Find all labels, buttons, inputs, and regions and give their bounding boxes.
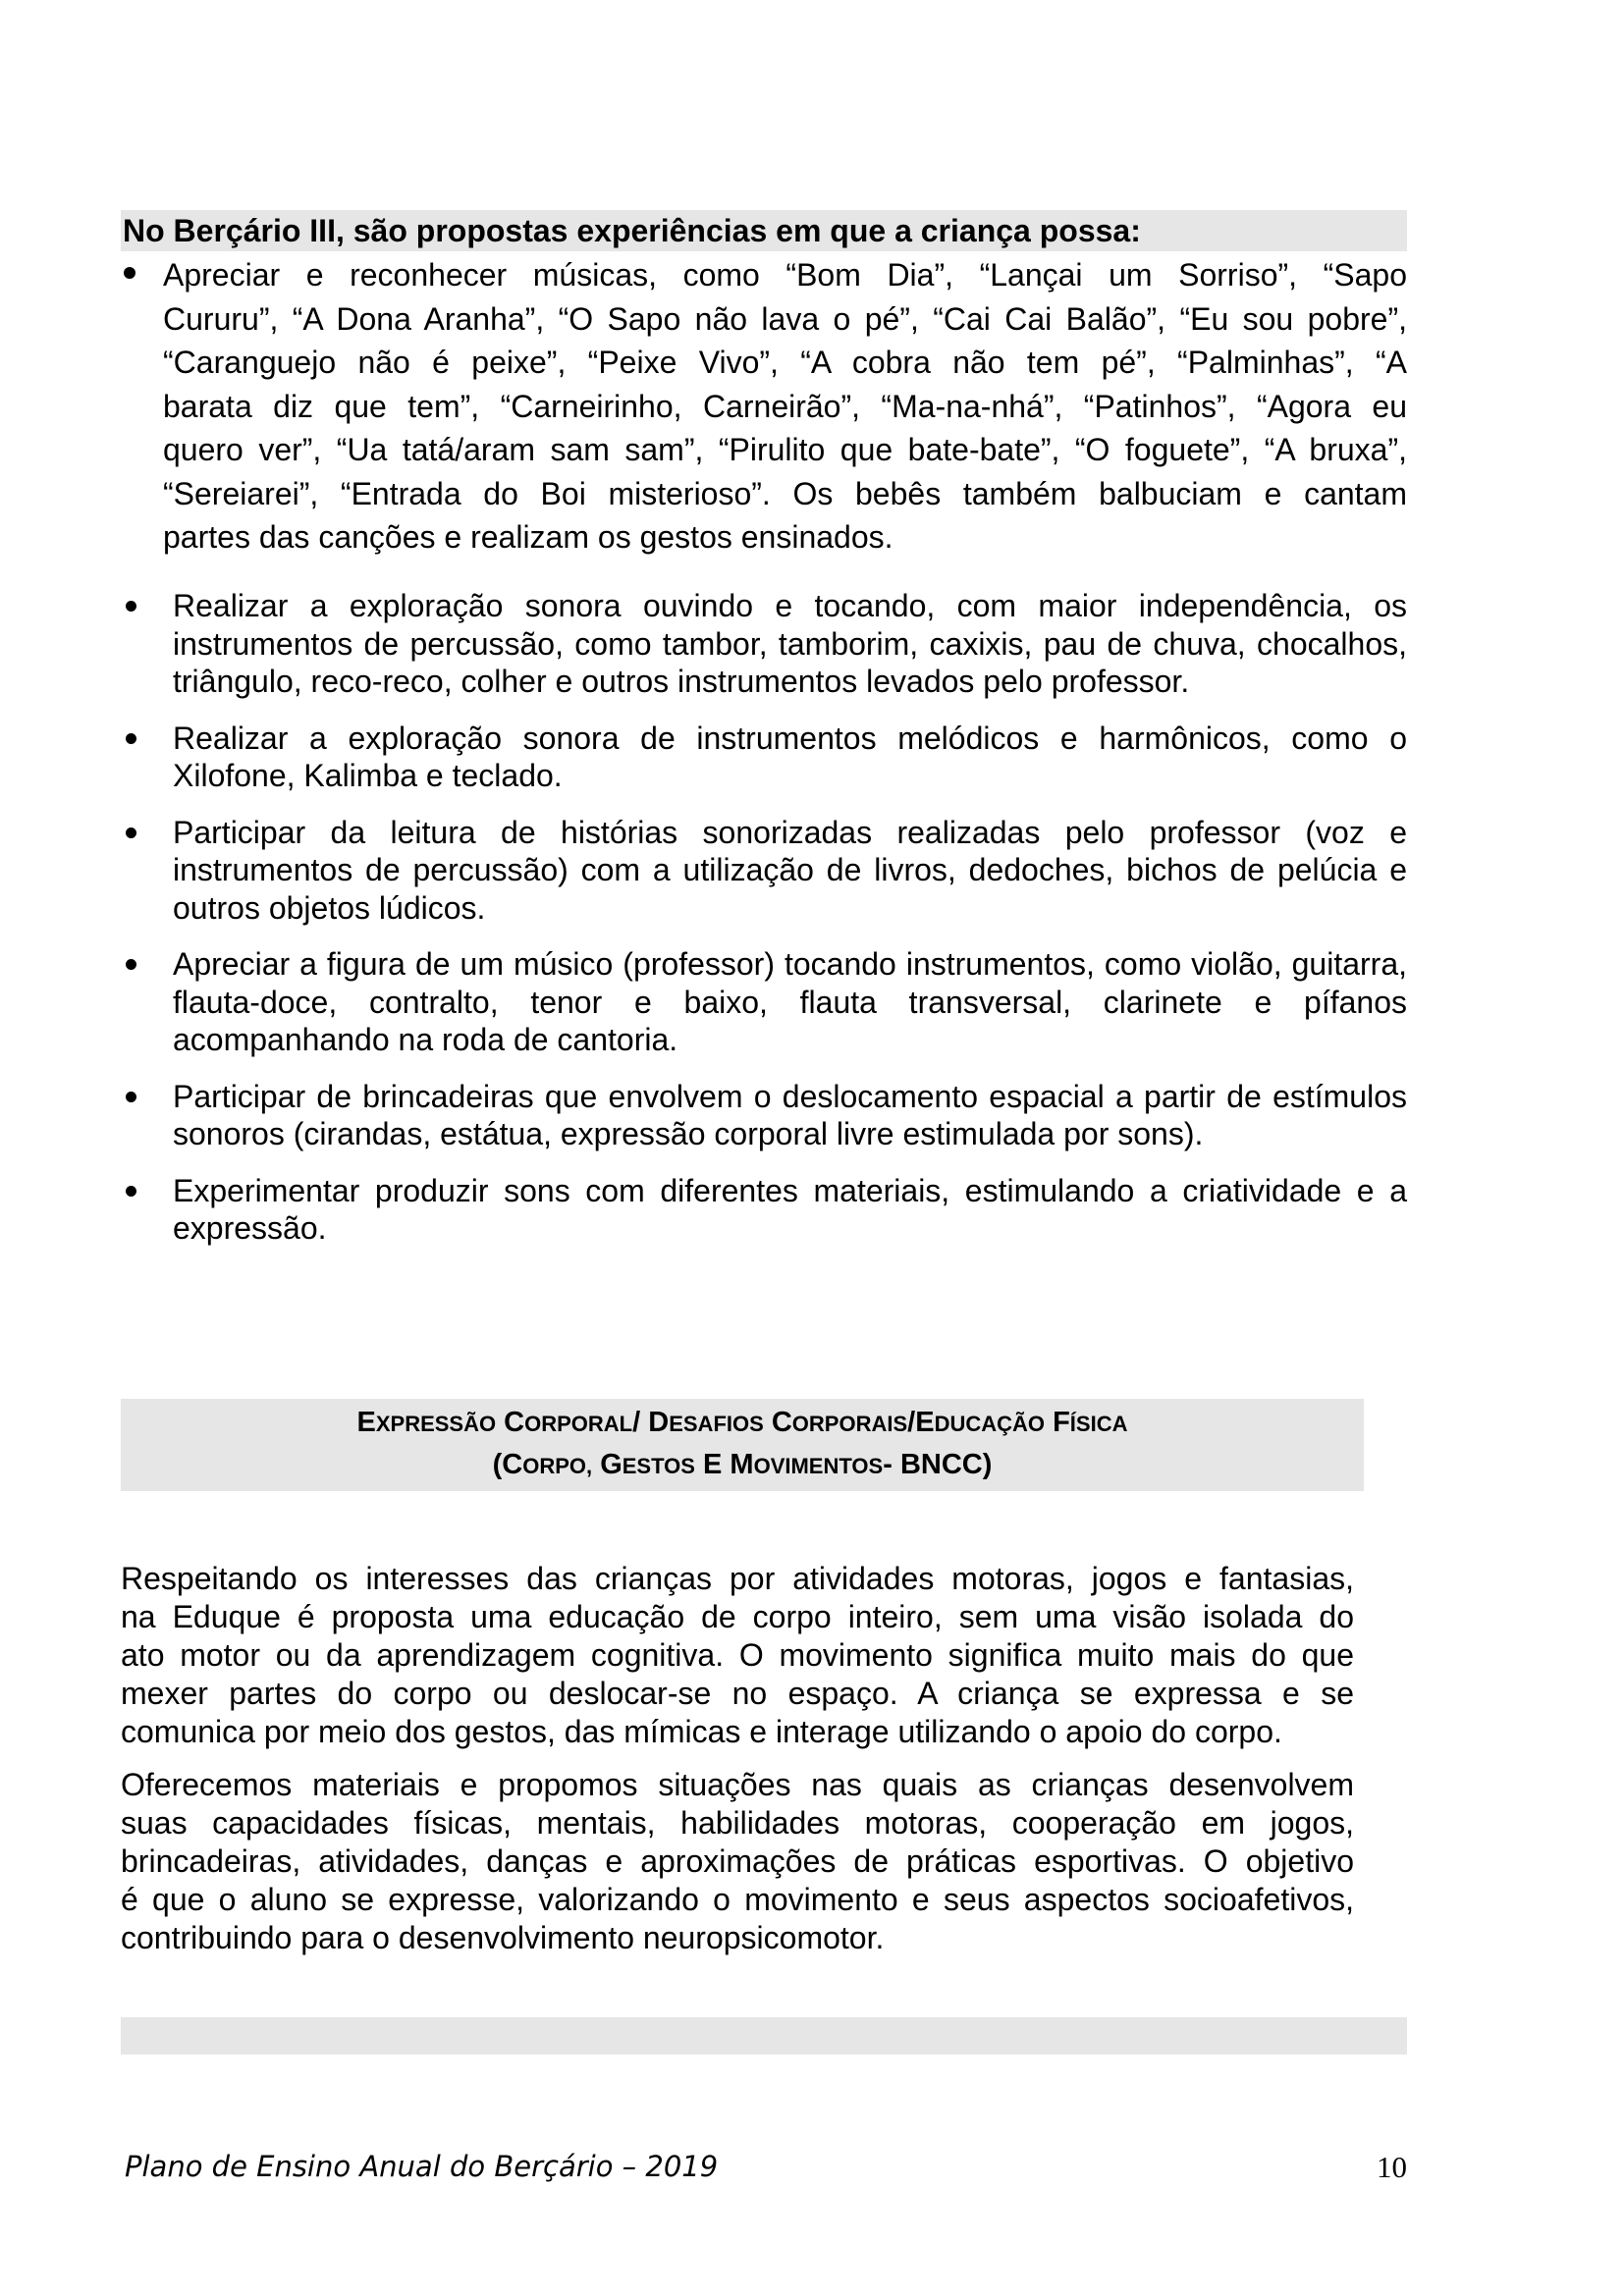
text-line: partes das canções e realizam os gestos ensinados. (163, 519, 893, 555)
text-line: “Caranguejo não é peixe”, “Peixe Vivo”, “A cobra não tem pé”, “Palminhas”, “A (163, 345, 1407, 380)
intro-heading: No Berçário III, são propostas experiências em que a criança possa: (121, 210, 1407, 251)
text-line: Apreciar e reconhecer músicas, como “Bom Dia”, “Lançai um Sorriso”, “Sapo (163, 257, 1407, 293)
text-line: na Eduque é proposta uma educação de corpo inteiro, sem uma visão isolada do (121, 1599, 1354, 1634)
bullet-icon (124, 267, 135, 279)
list-item-text: Participar de brincadeiras que envolvem o deslocamento espacial a partir de estímulos sonoros (cirandas, estátua, expressão corporal livre estimulada por sons). (173, 1078, 1407, 1151)
bullet-icon (126, 733, 136, 744)
section-body (121, 1560, 1354, 1972)
text-line: é que o aluno se expresse, valorizando o movimento e seus aspectos socioafetivos, (121, 1882, 1354, 1917)
list-item-text: Participar da leitura de histórias sonorizadas realizadas pelo professor (voz e instrumentos de percussão) com a utilização de livros, dedoches, bichos de pelúcia e outros objetos lúdicos. (173, 814, 1407, 926)
empty-shaded-bar (121, 2017, 1407, 2055)
text-line: brincadeiras, atividades, danças e aproximações de práticas esportivas. O objetivo (121, 1843, 1354, 1879)
page-number: 10 (1377, 2150, 1407, 2184)
list-item (121, 587, 1407, 701)
list-item (121, 720, 1407, 795)
text-line: “Sereiarei”, “Entrada do Boi misterioso”. Os bebês também balbuciam e cantam (163, 475, 1407, 511)
text-line: quero ver”, “Ua tatá/aram sam sam”, “Pirulito que bate-bate”, “O foguete”, “A bruxa”, (163, 432, 1407, 467)
bullet-icon (126, 959, 136, 970)
bullet-icon (126, 601, 136, 612)
section-title-line-1: EXPRESSÃO CORPORAL/ DESAFIOS CORPORAIS/EDUCAÇÃO FÍSICA (356, 1407, 1128, 1438)
text-line: Oferecemos materiais e propomos situações nas quais as crianças desenvolvem (121, 1767, 1354, 1802)
text-line: barata diz que tem”, “Carneirinho, Carneirão”, “Ma-na-nhá”, “Patinhos”, “Agora eu (163, 388, 1407, 424)
text-line: Respeitando os interesses das crianças por atividades motoras, jogos e fantasias, (121, 1561, 1354, 1596)
list-item-text: Realizar a exploração sonora de instrumentos melódicos e harmônicos, como o Xilofone, Kalimba e teclado. (173, 720, 1407, 793)
bullet-text (163, 253, 1407, 560)
bullet-item-songs (121, 253, 1407, 560)
footer-title: Plano de Ensino Anual do Berçário – 2019 (125, 2150, 719, 2183)
section-heading-box (121, 1399, 1364, 1491)
list-item (121, 1078, 1407, 1153)
list-item (121, 1172, 1407, 1248)
bullet-icon (126, 828, 136, 838)
text-line: contribuindo para o desenvolvimento neuropsicomotor. (121, 1920, 885, 1955)
list-item (121, 945, 1407, 1059)
text-line: suas capacidades físicas, mentais, habilidades motoras, cooperação em jogos, (121, 1805, 1354, 1841)
paragraph (121, 1560, 1354, 1751)
bullet-icon (126, 1186, 136, 1197)
text-line: ato motor ou da aprendizagem cognitiva. O movimento significa muito mais do que (121, 1637, 1354, 1673)
list-item-text: Experimentar produzir sons com diferentes materiais, estimulando a criatividade e a expressão. (173, 1172, 1407, 1246)
text-line: Cururu”, “A Dona Aranha”, “O Sapo não lava o pé”, “Cai Cai Balão”, “Eu sou pobre”, (163, 300, 1407, 337)
bullet-icon (126, 1092, 136, 1102)
list-item-text: Apreciar a figura de um músico (professor) tocando instrumentos, como violão, guitarra, flauta-doce, contralto, tenor e baixo, flauta transversal, clarinete e pífanos acompanhando na roda de cantoria. (173, 946, 1407, 1057)
list-item (121, 814, 1407, 928)
section-title-line-2: (CORPO, GESTOS E MOVIMENTOS- BNCC) (492, 1449, 993, 1480)
paragraph (121, 1766, 1354, 1957)
text-line: comunica por meio dos gestos, das mímicas e interage utilizando o apoio do corpo. (121, 1714, 1282, 1749)
list-item-text: Realizar a exploração sonora ouvindo e tocando, com maior independência, os instrumentos de percussão, como tambor, tamborim, caxixis, pau de chuva, chocalhos, triângulo, reco-reco, colher e outros instrumentos levados pelo professor. (173, 588, 1407, 699)
text-line: mexer partes do corpo ou deslocar-se no espaço. A criança se expressa e se (121, 1676, 1354, 1711)
experience-list (121, 587, 1407, 1266)
